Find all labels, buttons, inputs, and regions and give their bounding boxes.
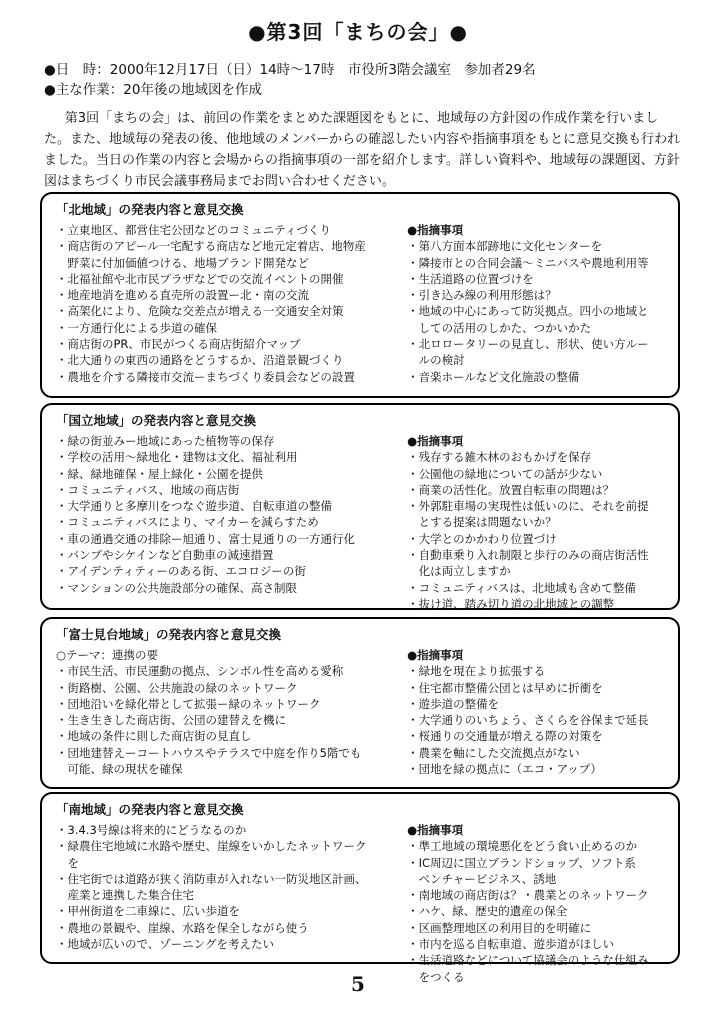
list-item: ・音楽ホールなど文化施設の整備 [407, 369, 580, 384]
list-item: を [56, 855, 79, 870]
list-item: ・大学通りのいちょう、さくらを谷保まで延長 [407, 713, 649, 728]
list-item: ・遊歩道の整備を [407, 696, 500, 711]
feedback-header: ●指摘事項 [407, 823, 464, 837]
list-item: 産業と連携した集合住宅 [56, 888, 194, 903]
list-item: ・外郭駐車場の実現性は低いのに、それを前提 [407, 499, 649, 514]
list-item: ・地域が広いので、ゾーニングを考えたい [56, 937, 275, 952]
region-box-fujimidai [40, 617, 680, 789]
list-item: ・ハケ、緑、歴史的遺産の保全 [407, 904, 568, 919]
list-item: ・住宅都市整備公団とは早めに折衝を [407, 680, 603, 695]
list-item: ・甲州街道を二車線に、広い歩道を [56, 904, 240, 919]
list-item: ・抜け道、踏み切り道の北地域との調整 [407, 596, 615, 611]
feedback-list [407, 647, 668, 777]
list-item: をつくる [407, 969, 465, 984]
presentation-list [56, 647, 399, 777]
list-item: ・地産地消を進める直売所の設置ー北・南の交流 [56, 288, 309, 303]
list-item: ・コミュニティバスにより、マイカーを減らすため [56, 515, 319, 530]
list-item: ・緑、緑地確保・屋上緑化・公園を提供 [56, 466, 263, 481]
presentation-list [56, 822, 399, 985]
list-item: ・農業を軸にした交流拠点がない [407, 745, 580, 760]
list-item: ・北大通りの東西の通路をどうするか、沿道景観づくり [56, 353, 344, 368]
list-item: ・3.4.3号線は将来的にどうなるのか [56, 823, 247, 837]
list-item: ・高架化により、危険な交差点が増える一交通安全対策 [56, 304, 344, 319]
region-box-south [40, 792, 680, 984]
intro-text [44, 108, 684, 192]
list-item: ・市内を巡る自転車道、遊歩道がほしい [407, 937, 615, 952]
list-item: ・桜通りの交通量が増える際の対策を [407, 729, 603, 744]
list-item: ・公園他の緑地についての話が少ない [407, 466, 603, 481]
page-number: 5 [351, 972, 365, 996]
list-item: ・緑地を現在より拡張する [407, 664, 546, 679]
list-item: ・緑の街並みー地域にあった植物等の保存 [56, 434, 275, 448]
list-item: ・一方通行化による歩道の確保 [56, 320, 217, 335]
list-item: ・生活道路などについて協議会のような仕組み [407, 953, 649, 968]
list-item: ・生き生きした商店街、公団の建替えを機に [56, 713, 286, 728]
list-item: ・緑農住宅地域に水路や歴史、崖線をいかしたネットワーク [56, 839, 367, 854]
list-item: ・団地を緑の拠点に（エコ・アップ） [407, 762, 602, 777]
list-item: しての活用のしかた、つかいかた [407, 320, 592, 335]
list-item: ・第八方面本部跡地に文化センターを [407, 239, 603, 254]
list-item: ・コミュニティバス、地域の商店街 [56, 482, 240, 497]
list-item: 可能、緑の現状を確保 [56, 762, 183, 777]
list-item: ルの検討 [407, 353, 465, 368]
region-title: 「南地域」の発表内容と意見交換 [56, 802, 244, 817]
list-item: ・隣接市との合同会議〜ミニバスや農地利用等 [407, 255, 649, 270]
list-item: ・立東地区、都営住宅公団などのコミュニティづくり [56, 223, 331, 237]
list-item: ・自動車乗り入れ制限と歩行のみの商店街活性 [407, 548, 649, 563]
list-item: 野菜に付加価値つける、地場ブランド開発など [56, 255, 309, 270]
feedback-list [407, 433, 668, 612]
list-item: ・学校の活用〜緑地化・建物は文化、福祉利用 [56, 450, 298, 465]
list-item: ・引き込み線の利用形態は？ [407, 288, 557, 303]
list-item: ・大学通りと多摩川をつなぐ遊歩道、自転車道の整備 [56, 499, 332, 514]
list-item: ・車の通過交通の排除ー旭通り、富士見通りの一方通行化 [56, 531, 355, 546]
list-item: ・バンプやシケインなど自動車の減速措置 [56, 548, 274, 563]
feedback-header: ●指摘事項 [407, 223, 464, 237]
list-item: ・北福祉館や北市民プラザなどでの交流イベントの開催 [56, 271, 344, 286]
list-item: ・団地沿いを緑化帯として拡張ー緑のネットワーク [56, 696, 321, 711]
region-box-north [40, 192, 680, 398]
list-item: ・生活道路の位置づけを [407, 271, 534, 286]
list-item: 化は両立しますか [407, 564, 511, 579]
region-title: 「国立地域」の発表内容と意見交換 [56, 413, 257, 428]
list-item: ・地域の中心にあって防災拠点。四小の地域と [407, 304, 649, 319]
list-item: ・南地域の商店街は？・農業とのネットワーク [407, 888, 649, 903]
list-item: ・街路樹、公園、公共施設の緑のネットワーク [56, 680, 298, 695]
meeting-work-line: ●主な作業：20年後の地域図を作成 [44, 82, 262, 98]
list-item: ・農地の景観や、崖線、水路を保全しながら使う [56, 920, 309, 935]
list-item: ・マンションの公共施設部分の確保、高さ制限 [56, 580, 297, 595]
list-item: ベンチャービジネス、誘地 [407, 871, 557, 886]
list-item: ・北ロロータリーの見直し、形状、使い方ルー [407, 337, 649, 352]
list-item: ・農地を介する隣接市交流ーまちづくり委員会などの設置 [56, 369, 355, 384]
list-item: ・住宅街では道路が狭く消防車が入れない一防災地区計画、 [56, 871, 367, 886]
region-title: 「北地域」の発表内容と意見交換 [56, 202, 244, 217]
presentation-list [56, 222, 399, 385]
list-item: ・準工地域の環境悪化をどう食い止めるのか [407, 839, 638, 854]
list-item: ・区画整理地区の利用目的を明確に [407, 920, 592, 935]
list-item: ・商業の活性化。放置自転車の問題は？ [407, 482, 615, 497]
meeting-date-line: ●日 時：2000年12月17日（日）14時〜17時 市役所3階会議室 参加者29名 [44, 62, 536, 78]
list-item: ・アイデンティティーのある街、エコロジーの街 [56, 564, 306, 579]
list-item: ・商店街のPR、市民がつくる商店街紹介マップ [56, 337, 301, 352]
feedback-header: ●指摘事項 [407, 434, 464, 448]
feedback-list [407, 222, 668, 385]
list-item: ・市民生活、市民運動の拠点、シンボル性を高める愛称 [56, 664, 344, 679]
list-item: ・商店街のアピール一宅配する商店など地元定着店、地物産 [56, 239, 366, 254]
list-item: ・残存する雑木林のおもかげを保存 [407, 450, 592, 465]
list-item: ・コミュニティバスは、北地域も含めて整備 [407, 580, 636, 595]
feedback-header: ●指摘事項 [407, 648, 464, 662]
presentation-list [56, 433, 399, 612]
page-title: ●第3回「まちの会」● [248, 20, 468, 44]
list-item: とする提案は問題ないか？ [407, 515, 557, 530]
list-item: ・団地建替えーコートハウスやテラスで中庭を作り5階でも [56, 745, 362, 760]
list-item: ○テーマ：連携の要 [56, 648, 159, 662]
feedback-list [407, 822, 668, 985]
list-item: ・地域の条件に則した商店街の見直し [56, 729, 252, 744]
list-item: ・大学とのかかわり位置づけ [407, 531, 557, 546]
region-box-kunitachi [40, 403, 680, 610]
intro-paragraph: 第3回「まちの会」は、前回の作業をまとめた課題図をもとに、地域毎の方針図の作成作業を行いました。また、地域毎の発表の後、他地域のメンバーからの確認したい内容や指摘事項をもとに意見交換も行われました。当日の作業の内容と会場からの指摘事項の一部を紹介します。詳しい資料や、地域毎の課題図、方針図はまちづくり市民会議事務局までお問い合わせください。 [44, 111, 681, 189]
list-item: ・IC周辺に国立ブランドショップ、ソフト系 [407, 855, 636, 870]
region-title: 「富士見台地域」の発表内容と意見交換 [56, 627, 282, 642]
